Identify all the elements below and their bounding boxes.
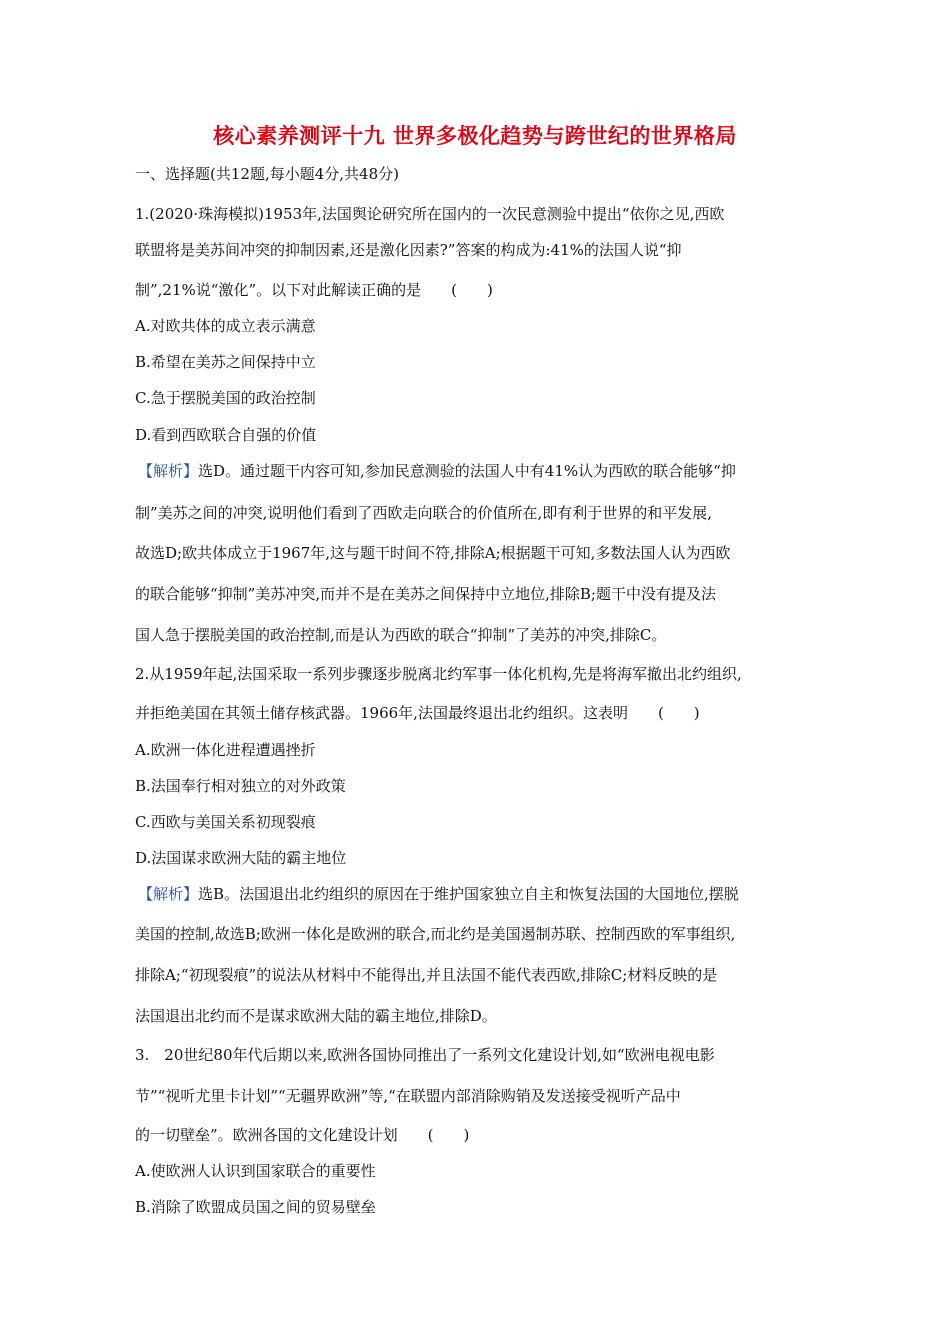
question-3-option-a: A.使欧洲人认识到国家联合的重要性 xyxy=(135,1162,376,1180)
question-1-analysis-line-1 xyxy=(138,461,828,481)
question-2-analysis-line-1 xyxy=(138,884,828,904)
question-2-option-d: D.法国谋求欧洲大陆的霸主地位 xyxy=(135,849,347,867)
question-1-stem-line-3: 制”,21%说“激化”。以下对此解读正确的是 ( ) xyxy=(135,281,493,299)
question-3-stem-line-3: 的一切壁垒”。欧洲各国的文化建设计划 ( ) xyxy=(135,1126,470,1144)
question-1-option-d: D.看到西欧联合自强的价值 xyxy=(135,426,317,444)
question-1-stem-line-1: 1.(2020·珠海模拟)1953年,法国舆论研究所在国内的一次民意测验中提出“依你之见,西欧 xyxy=(135,205,725,223)
question-2-analysis-line-4: 法国退出北约而不是谋求欧洲大陆的霸主地位,排除D。 xyxy=(135,1007,497,1025)
question-2-option-a: A.欧洲一体化进程遭遇挫折 xyxy=(135,741,316,759)
question-2-stem-line-2: 并拒绝美国在其领土储存核武器。1966年,法国最终退出北约组织。这表明 ( ) xyxy=(135,704,700,722)
question-1-analysis-line-4: 的联合能够“抑制”美苏冲突,而并不是在美苏之间保持中立地位,排除B;题干中没有提及法 xyxy=(135,585,716,603)
question-3-option-b: B.消除了欧盟成员国之间的贸易壁垒 xyxy=(135,1198,376,1216)
question-1-option-b: B.希望在美苏之间保持中立 xyxy=(135,353,316,371)
question-2-option-c: C.西欧与美国关系初现裂痕 xyxy=(135,813,316,831)
question-3-stem-line-1: 3. 20世纪80年代后期以来,欧洲各国协同推出了一系列文化建设计划,如“欧洲电视电影 xyxy=(135,1046,715,1064)
question-1-analysis-text: 选D。通过题干内容可知,参加民意测验的法国人中有41%认为西欧的联合能够“抑 xyxy=(198,462,736,480)
question-1-analysis-line-2: 制”美苏之间的冲突,说明他们看到了西欧走向联合的价值所在,即有利于世界的和平发展, xyxy=(135,504,712,522)
question-2-stem-line-1: 2.从1959年起,法国采取一系列步骤逐步脱离北约军事一体化机构,先是将海军撤出北约组织, xyxy=(135,665,742,683)
analysis-tag: 【解析】 xyxy=(138,885,199,903)
question-3-stem-line-2: 节”“视听尤里卡计划”“无疆界欧洲”等,“在联盟内部消除购销及发送接受视听产品中 xyxy=(135,1087,681,1105)
question-2-analysis-line-2: 美国的控制,故选B;欧洲一体化是欧洲的联合,而北约是美国遏制苏联、控制西欧的军事组织, xyxy=(135,925,736,943)
question-2-analysis-line-3: 排除A;“初现裂痕”的说法从材料中不能得出,并且法国不能代表西欧,排除C;材料反映的是 xyxy=(135,966,718,984)
question-1-stem-line-2: 联盟将是美苏间冲突的抑制因素,还是激化因素?”答案的构成为:41%的法国人说“抑 xyxy=(135,241,682,259)
section-heading: 一、选择题(共12题,每小题4分,共48分) xyxy=(135,165,399,183)
question-2-analysis-text: 选B。法国退出北约组织的原因在于维护国家独立自主和恢复法国的大国地位,摆脱 xyxy=(198,885,739,903)
question-2-option-b: B.法国奉行相对独立的对外政策 xyxy=(135,777,346,795)
question-1-analysis-line-3: 故选D;欧共体成立于1967年,这与题干时间不符,排除A;根据题干可知,多数法国人认为西欧 xyxy=(135,544,731,562)
page-title: 核心素养测评十九 世界多极化趋势与跨世纪的世界格局 xyxy=(213,124,737,148)
question-1-option-a: A.对欧共体的成立表示满意 xyxy=(135,317,316,335)
analysis-tag: 【解析】 xyxy=(138,462,199,480)
question-1-option-c: C.急于摆脱美国的政治控制 xyxy=(135,389,316,407)
question-1-analysis-line-5: 国人急于摆脱美国的政治控制,而是认为西欧的联合“抑制”了美苏的冲突,排除C。 xyxy=(135,626,667,644)
